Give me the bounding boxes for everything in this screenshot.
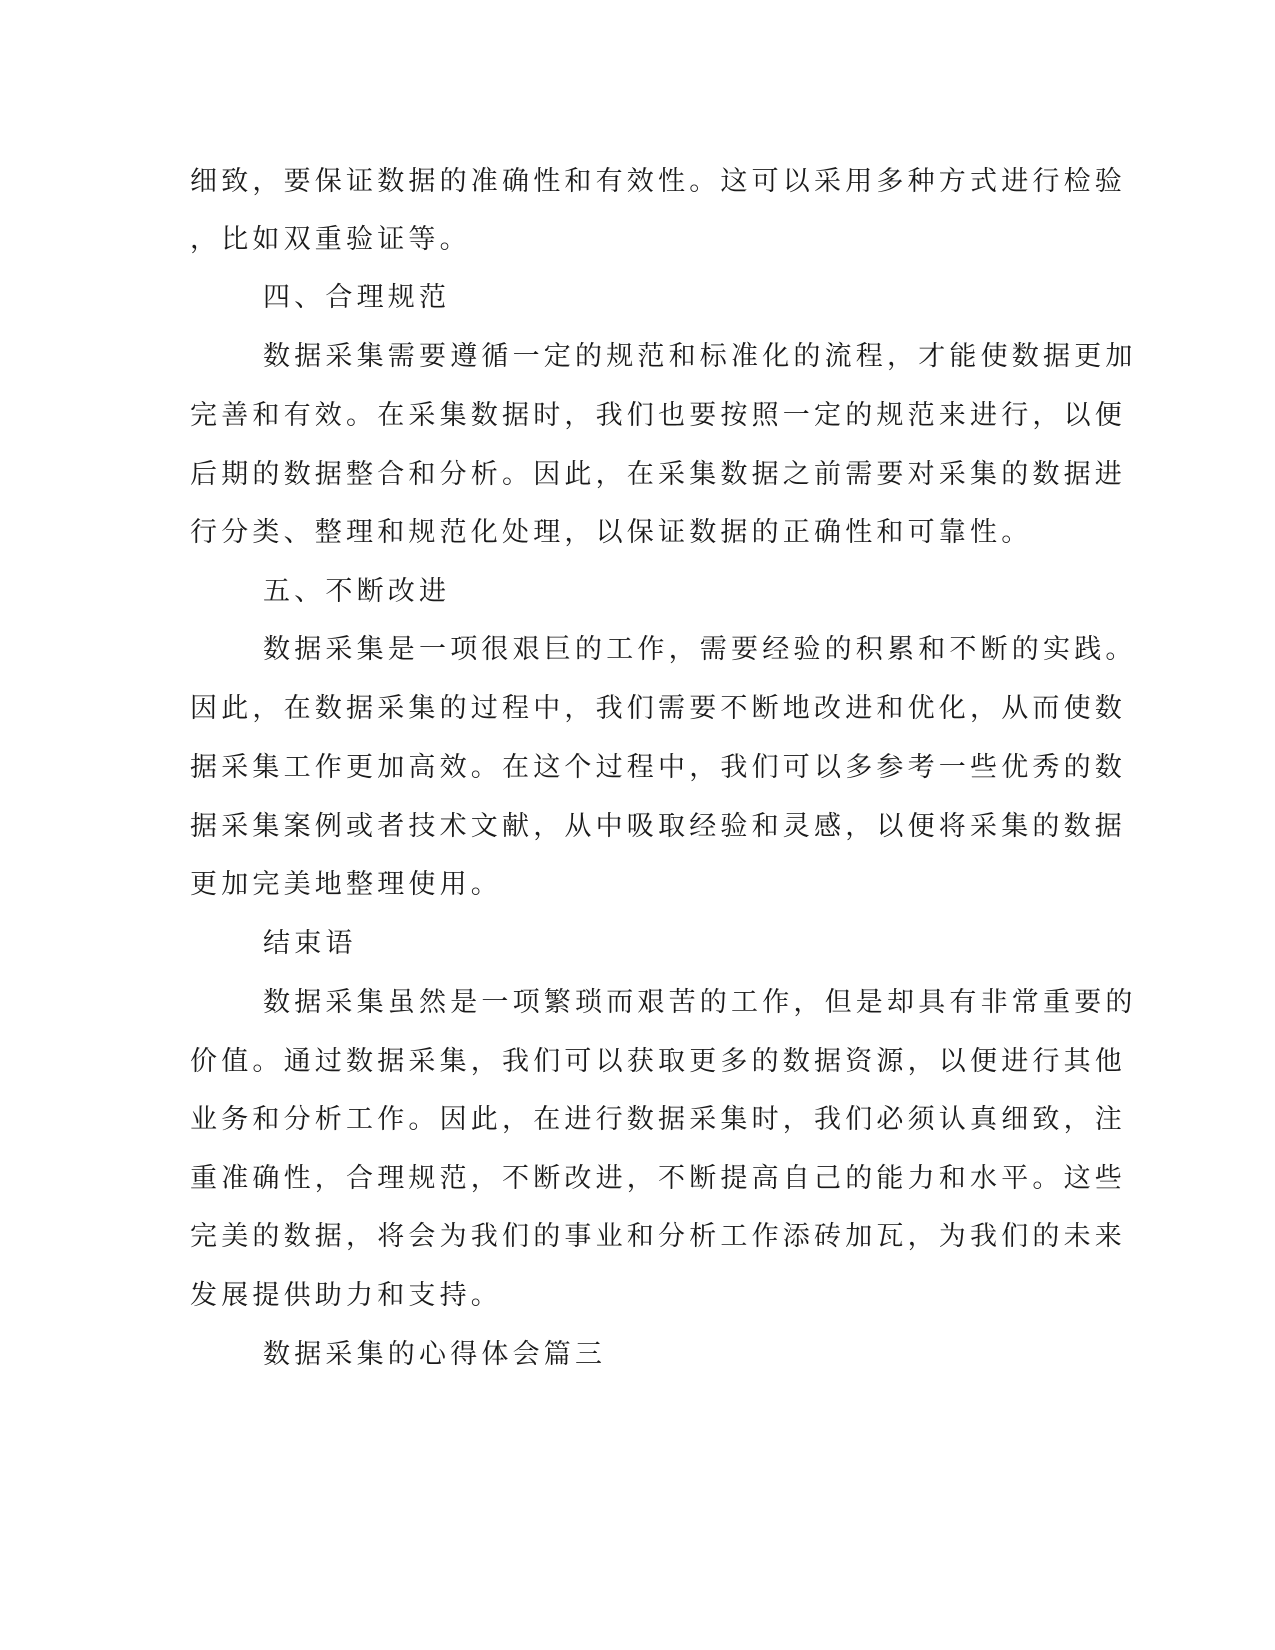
text-line: 行分类、整理和规范化处理，以保证数据的正确性和可靠性。 [190,517,1033,548]
section-heading: 四、合理规范 [263,282,451,313]
section-heading: 结束语 [263,928,357,959]
text-line: 因此，在数据采集的过程中，我们需要不断地改进和优化，从而使数 [190,693,1126,724]
text-line: 后期的数据整合和分析。因此，在采集数据之前需要对采集的数据进 [190,459,1126,490]
text-line: 数据采集需要遵循一定的规范和标准化的流程，才能使数据更加 [263,341,1137,372]
text-line: 业务和分析工作。因此，在进行数据采集时，我们必须认真细致，注 [190,1104,1126,1135]
text-line: 据采集工作更加高效。在这个过程中，我们可以多参考一些优秀的数 [190,752,1126,783]
text-line: 据采集案例或者技术文献，从中吸取经验和灵感，以便将采集的数据 [190,811,1126,842]
section-heading: 数据采集的心得体会篇三 [263,1339,607,1370]
text-line: 细致，要保证数据的准确性和有效性。这可以采用多种方式进行检验 [190,166,1126,197]
text-line: 发展提供助力和支持。 [190,1280,502,1311]
section-heading: 五、不断改进 [263,576,451,607]
text-line: 更加完美地整理使用。 [190,869,502,900]
text-line: 数据采集是一项很艰巨的工作，需要经验的积累和不断的实践。 [263,634,1137,665]
text-line: 重准确性，合理规范，不断改进，不断提高自己的能力和水平。这些 [190,1163,1126,1194]
text-line: 价值。通过数据采集，我们可以获取更多的数据资源，以便进行其他 [190,1046,1126,1077]
text-line: 完美的数据，将会为我们的事业和分析工作添砖加瓦，为我们的未来 [190,1221,1126,1252]
text-line: ，比如双重验证等。 [190,224,471,255]
text-line: 数据采集虽然是一项繁琐而艰苦的工作，但是却具有非常重要的 [263,987,1137,1018]
text-line: 完善和有效。在采集数据时，我们也要按照一定的规范来进行，以便 [190,400,1126,431]
